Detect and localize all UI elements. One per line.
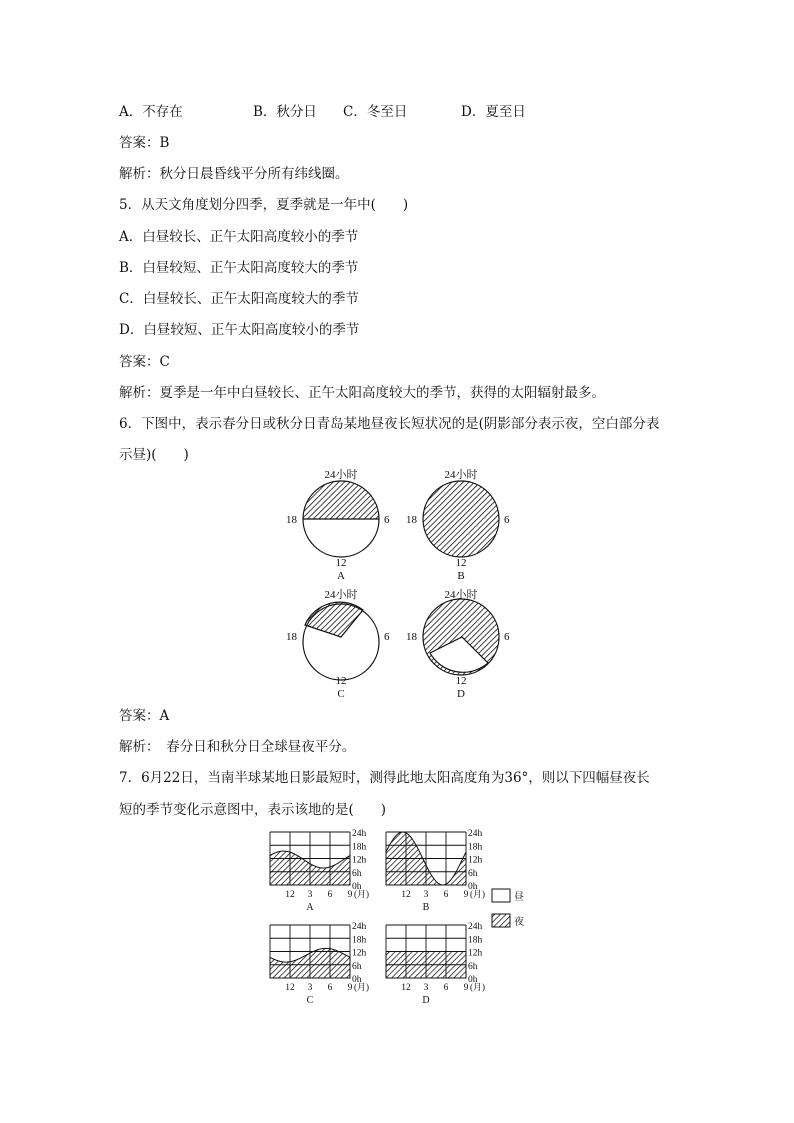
q6-clock-b-top: 24小时	[444, 469, 478, 481]
q6-stem-line2: 示昼)( )	[119, 447, 189, 463]
q4-option-d: D．夏至日	[461, 104, 526, 120]
q7-x-tick: 12	[285, 983, 295, 993]
q7-x-tick: 9	[463, 983, 469, 993]
q7-x-unit: (月)	[470, 889, 485, 899]
q7-x-tick: 6	[327, 890, 333, 900]
q6-clock-b	[406, 467, 510, 582]
q6-stem-line1: 6．下图中，表示春分日或秋分日青岛某地昼夜长短状况的是(阴影部分表示夜，空白部分表	[119, 416, 660, 432]
q6-clock-d	[406, 587, 510, 700]
q5-option-d: D．白昼较短、正午太阳高度较小的季节	[119, 322, 360, 338]
q7-y-tick: 18h	[352, 935, 367, 946]
q5-option-b: B．白昼较短、正午太阳高度较大的季节	[119, 260, 359, 276]
q7-y-tick: 6h	[468, 868, 478, 879]
q4-option-b: B．秋分日	[253, 104, 317, 120]
q7-chart-c	[270, 922, 369, 1006]
q7-stem-line2: 短的季节变化示意图中，表示该地的是( )	[119, 802, 387, 818]
q6-clock-a-bottom: 12	[335, 557, 347, 569]
q6-clock-b-left: 18	[406, 514, 417, 526]
legend-night-label: 夜	[514, 917, 524, 928]
q7-y-tick: 12h	[468, 855, 483, 866]
q6-clock-b-bottom: 12	[455, 557, 467, 569]
q6-clock-c	[286, 587, 390, 700]
q6-clock-d-top: 24小时	[444, 589, 478, 601]
q7-y-tick: 0h	[468, 975, 478, 985]
q7-y-tick: 6h	[352, 961, 362, 972]
q7-day-night-length-charts	[262, 825, 542, 1010]
q7-x-tick: 9	[347, 890, 353, 900]
q7-y-tick: 24h	[352, 922, 367, 932]
q7-stem-line1: 7．6月22日，当南半球某地日影最短时，测得此地太阳高度角为36°，则以下四幅昼夜长	[119, 770, 650, 786]
q7-y-tick: 6h	[468, 961, 478, 972]
q4-analysis: 解析：秋分日晨昏线平分所有纬线圈。	[119, 166, 349, 182]
q6-clock-c-right: 6	[384, 631, 390, 643]
q7-x-tick: 12	[285, 890, 295, 900]
q7-y-tick: 24h	[468, 922, 483, 932]
q5-option-c: C．白昼较长、正午太阳高度较大的季节	[119, 291, 359, 307]
q5-option-a: A．白昼较长、正午太阳高度较小的季节	[119, 229, 359, 245]
q6-analysis: 解析： 春分日和秋分日全球昼夜平分。	[119, 739, 356, 755]
q6-label-a: A	[337, 570, 345, 582]
q6-clock-a	[286, 467, 390, 582]
q7-y-tick: 0h	[352, 882, 362, 892]
q6-label-d: D	[457, 688, 465, 700]
q7-x-tick: 9	[347, 983, 353, 993]
q7-label-d: D	[422, 995, 430, 1006]
q7-x-tick: 3	[423, 890, 429, 900]
q5-stem: 5．从天文角度划分四季，夏季就是一年中( )	[119, 197, 409, 213]
q6-clock-d-bottom: 12	[455, 675, 467, 687]
q7-label-c: C	[306, 995, 314, 1006]
q6-clock-b-right: 6	[504, 514, 510, 526]
q6-clock-c-bottom: 12	[335, 675, 347, 687]
q6-label-c: C	[337, 688, 345, 700]
q7-x-tick: 3	[307, 983, 313, 993]
legend-night-swatch	[492, 914, 510, 927]
q6-day-night-clock-diagrams	[270, 462, 530, 702]
q4-option-c: C．冬至日	[343, 104, 408, 120]
q7-y-tick: 0h	[468, 882, 478, 892]
q6-clock-d-left: 18	[406, 631, 417, 643]
q7-x-tick: 6	[443, 890, 449, 900]
q7-x-tick: 6	[327, 983, 333, 993]
q7-y-tick: 18h	[468, 935, 483, 946]
q6-clock-a-top: 24小时	[324, 469, 358, 481]
q7-x-unit: (月)	[470, 982, 485, 992]
q7-y-tick: 12h	[468, 948, 483, 959]
legend-day-swatch	[492, 889, 510, 902]
q6-clock-c-top: 24小时	[324, 589, 358, 601]
q7-y-tick: 6h	[352, 868, 362, 879]
q5-answer: 答案：C	[119, 354, 170, 370]
q5-analysis: 解析：夏季是一年中白昼较长、正午太阳高度较大的季节，获得的太阳辐射最多。	[119, 385, 605, 401]
q7-chart-d	[386, 922, 485, 1006]
legend-day-label: 昼	[514, 892, 524, 903]
q7-x-tick: 12	[401, 890, 411, 900]
q7-x-tick: 6	[443, 983, 449, 993]
q6-clock-a-right: 6	[384, 514, 390, 526]
q6-clock-c-left: 18	[286, 631, 297, 643]
q7-x-tick: 3	[307, 890, 313, 900]
q7-y-tick: 18h	[468, 842, 483, 853]
q7-x-tick: 3	[423, 983, 429, 993]
q7-x-unit: (月)	[354, 889, 369, 899]
q7-y-tick: 12h	[352, 855, 367, 866]
q6-clock-d-right: 6	[504, 631, 510, 643]
q6-answer: 答案：A	[119, 708, 170, 724]
q7-x-tick: 9	[463, 890, 469, 900]
q7-label-a: A	[306, 902, 314, 913]
q7-y-tick: 24h	[468, 829, 483, 839]
q7-x-tick: 12	[401, 983, 411, 993]
q6-clock-a-left: 18	[286, 514, 297, 526]
q6-label-b: B	[457, 570, 465, 582]
q7-chart-b	[386, 829, 485, 913]
q7-y-tick: 0h	[352, 975, 362, 985]
q7-x-unit: (月)	[354, 982, 369, 992]
q7-y-tick: 24h	[352, 829, 367, 839]
q4-answer: 答案：B	[119, 135, 170, 151]
q7-chart-a	[270, 829, 369, 913]
q7-y-tick: 12h	[352, 948, 367, 959]
q7-y-tick: 18h	[352, 842, 367, 853]
q4-option-a: A．不存在	[119, 104, 183, 120]
q7-label-b: B	[422, 902, 430, 913]
